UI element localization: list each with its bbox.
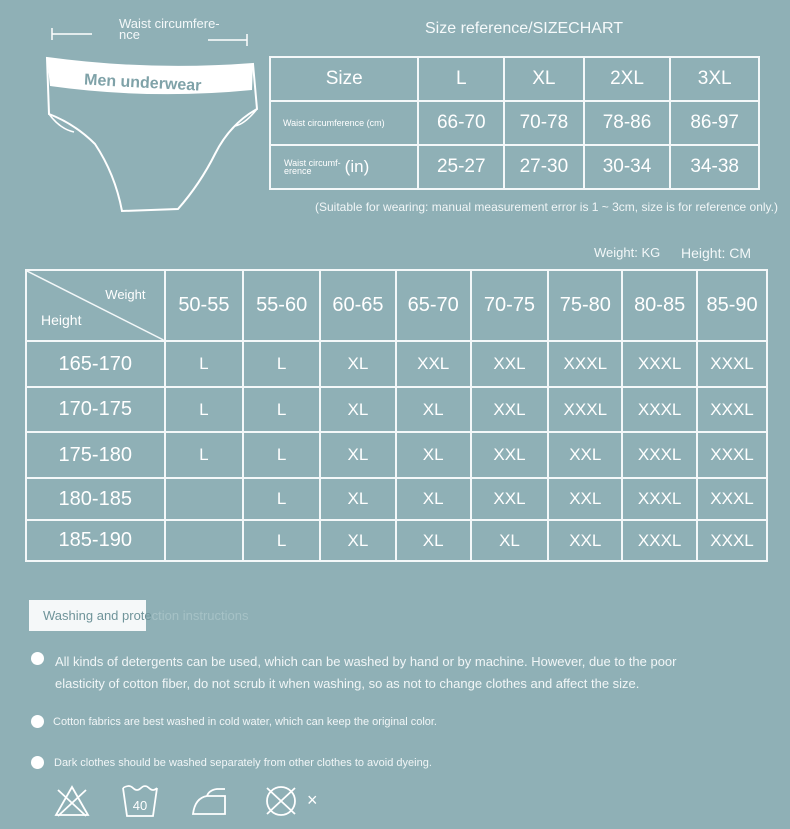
size-cell: XXXL xyxy=(697,432,767,478)
waist-cm-value: 66-70 xyxy=(418,101,504,145)
size-cell: L xyxy=(243,341,320,387)
inch-unit: (in) xyxy=(344,157,370,176)
table-row xyxy=(26,387,767,432)
size-cell: XXL xyxy=(396,341,471,387)
height-label: 165-170 xyxy=(26,341,165,387)
no-tumble-dry-cross-mark: × xyxy=(307,790,318,810)
waist-cm-value: 70-78 xyxy=(504,101,584,145)
size-col-3xl: 3XL xyxy=(670,57,759,101)
weight-col-header: 85-90 xyxy=(697,270,767,341)
size-header-row xyxy=(270,57,759,101)
size-col-xl: XL xyxy=(504,57,584,101)
size-col-l: L xyxy=(418,57,504,101)
washing-tab-label: Washing and prote xyxy=(43,608,152,623)
height-label: 180-185 xyxy=(26,478,165,520)
weight-col-header: 50-55 xyxy=(165,270,244,341)
weight-col-header: 55-60 xyxy=(243,270,320,341)
waist-in-value: 27-30 xyxy=(504,145,584,189)
size-cell: XXXL xyxy=(697,478,767,520)
waist-in-row xyxy=(270,145,759,189)
weight-unit-label: Weight: KG xyxy=(594,245,661,260)
size-cell: XXXL xyxy=(622,341,697,387)
no-bleach-icon xyxy=(54,784,90,818)
size-cell: L xyxy=(243,520,320,561)
size-cell xyxy=(165,520,244,561)
wash-temperature: 40 xyxy=(132,798,148,813)
size-cell xyxy=(165,478,244,520)
size-cell: XL xyxy=(396,478,471,520)
size-cell: XXXL xyxy=(622,432,697,478)
size-reference-table xyxy=(269,56,760,190)
size-cell: XXL xyxy=(471,432,549,478)
weight-col-header: 75-80 xyxy=(548,270,622,341)
size-cell: XL xyxy=(320,341,396,387)
size-cell: XXXL xyxy=(548,387,622,432)
size-cell: XXXL xyxy=(622,387,697,432)
measurement-note: (Suitable for wearing: manual measurement error is 1 ~ 3cm, size is for reference only.) xyxy=(315,200,778,214)
size-cell: XL xyxy=(396,432,471,478)
size-cell: L xyxy=(243,387,320,432)
table-row xyxy=(26,478,767,520)
height-label: 175-180 xyxy=(26,432,165,478)
band-text: Men underwear xyxy=(83,71,202,95)
washing-bullet-2: Cotton fabrics are best washed in cold water, which can keep the original color. xyxy=(53,716,437,728)
size-cell: L xyxy=(165,387,244,432)
size-cell: XXL xyxy=(471,478,549,520)
waist-in-value: 30-34 xyxy=(584,145,671,189)
weight-col-header: 60-65 xyxy=(320,270,396,341)
height-unit-label: Height: CM xyxy=(681,245,752,261)
size-cell: XXL xyxy=(548,478,622,520)
bullet-icon xyxy=(31,715,44,728)
size-cell: XL xyxy=(471,520,549,561)
waist-cm-row xyxy=(270,101,759,145)
size-cell: XL xyxy=(320,520,396,561)
size-cell: XXXL xyxy=(622,478,697,520)
size-chart-title: Size reference/SIZECHART xyxy=(425,20,623,37)
size-col-2xl: 2XL xyxy=(584,57,671,101)
no-tumble-dry-icon xyxy=(264,784,298,818)
wash-40-icon xyxy=(121,784,159,818)
size-cell: XXXL xyxy=(697,341,767,387)
size-header-label: Size xyxy=(270,57,418,101)
size-cell: XL xyxy=(396,387,471,432)
diagonal-divider xyxy=(27,271,164,340)
weight-col-header: 65-70 xyxy=(396,270,471,341)
size-cell: XXXL xyxy=(622,520,697,561)
waist-in-label-line2: erence xyxy=(284,166,312,176)
weight-height-table xyxy=(25,269,768,562)
table-row xyxy=(26,432,767,478)
size-cell: L xyxy=(165,432,244,478)
waist-in-label xyxy=(270,145,418,189)
size-cell: XXL xyxy=(548,432,622,478)
bullet-icon xyxy=(31,652,44,665)
table-row xyxy=(26,520,767,561)
size-cell: XXL xyxy=(548,520,622,561)
waist-cm-value: 78-86 xyxy=(584,101,671,145)
washing-tab-label-faded: ction instructions xyxy=(151,608,249,623)
corner-height-label: Height xyxy=(41,312,82,328)
corner-cell xyxy=(26,270,165,341)
size-cell: L xyxy=(243,432,320,478)
size-cell: XXL xyxy=(471,341,549,387)
size-cell: XL xyxy=(396,520,471,561)
waist-in-value: 34-38 xyxy=(670,145,759,189)
table-row xyxy=(26,341,767,387)
underwear-illustration xyxy=(40,14,265,219)
waist-in-label-line1: Waist circumf- xyxy=(284,158,341,168)
size-cell: XL xyxy=(320,432,396,478)
size-cell: XL xyxy=(320,478,396,520)
weight-col-header: 80-85 xyxy=(622,270,697,341)
washing-bullet-1: All kinds of detergents can be used, which can be washed by hand or by machine. However, due to the poor elasticity of cotton fiber, do not scrub it when washing, so as not to change clothes and affect the size. xyxy=(55,654,677,691)
bullet-icon xyxy=(31,756,44,769)
corner-weight-label: Weight xyxy=(105,287,146,302)
height-label: 170-175 xyxy=(26,387,165,432)
size-cell: L xyxy=(165,341,244,387)
size-cell: XXXL xyxy=(548,341,622,387)
waist-in-value: 25-27 xyxy=(418,145,504,189)
waist-cm-label: Waist circumference (cm) xyxy=(270,101,418,145)
waist-circumference-label: Waist circumfere-nce xyxy=(119,16,220,42)
height-label: 185-190 xyxy=(26,520,165,561)
weight-header-row xyxy=(26,270,767,341)
iron-icon xyxy=(191,784,229,818)
washing-bullet-3: Dark clothes should be washed separately from other clothes to avoid dyeing. xyxy=(54,757,432,769)
size-cell: XXXL xyxy=(697,520,767,561)
waist-cm-value: 86-97 xyxy=(670,101,759,145)
weight-col-header: 70-75 xyxy=(471,270,549,341)
size-cell: L xyxy=(243,478,320,520)
size-cell: XXXL xyxy=(697,387,767,432)
size-cell: XL xyxy=(320,387,396,432)
size-cell: XXL xyxy=(471,387,549,432)
washing-instructions-tab xyxy=(29,600,249,631)
